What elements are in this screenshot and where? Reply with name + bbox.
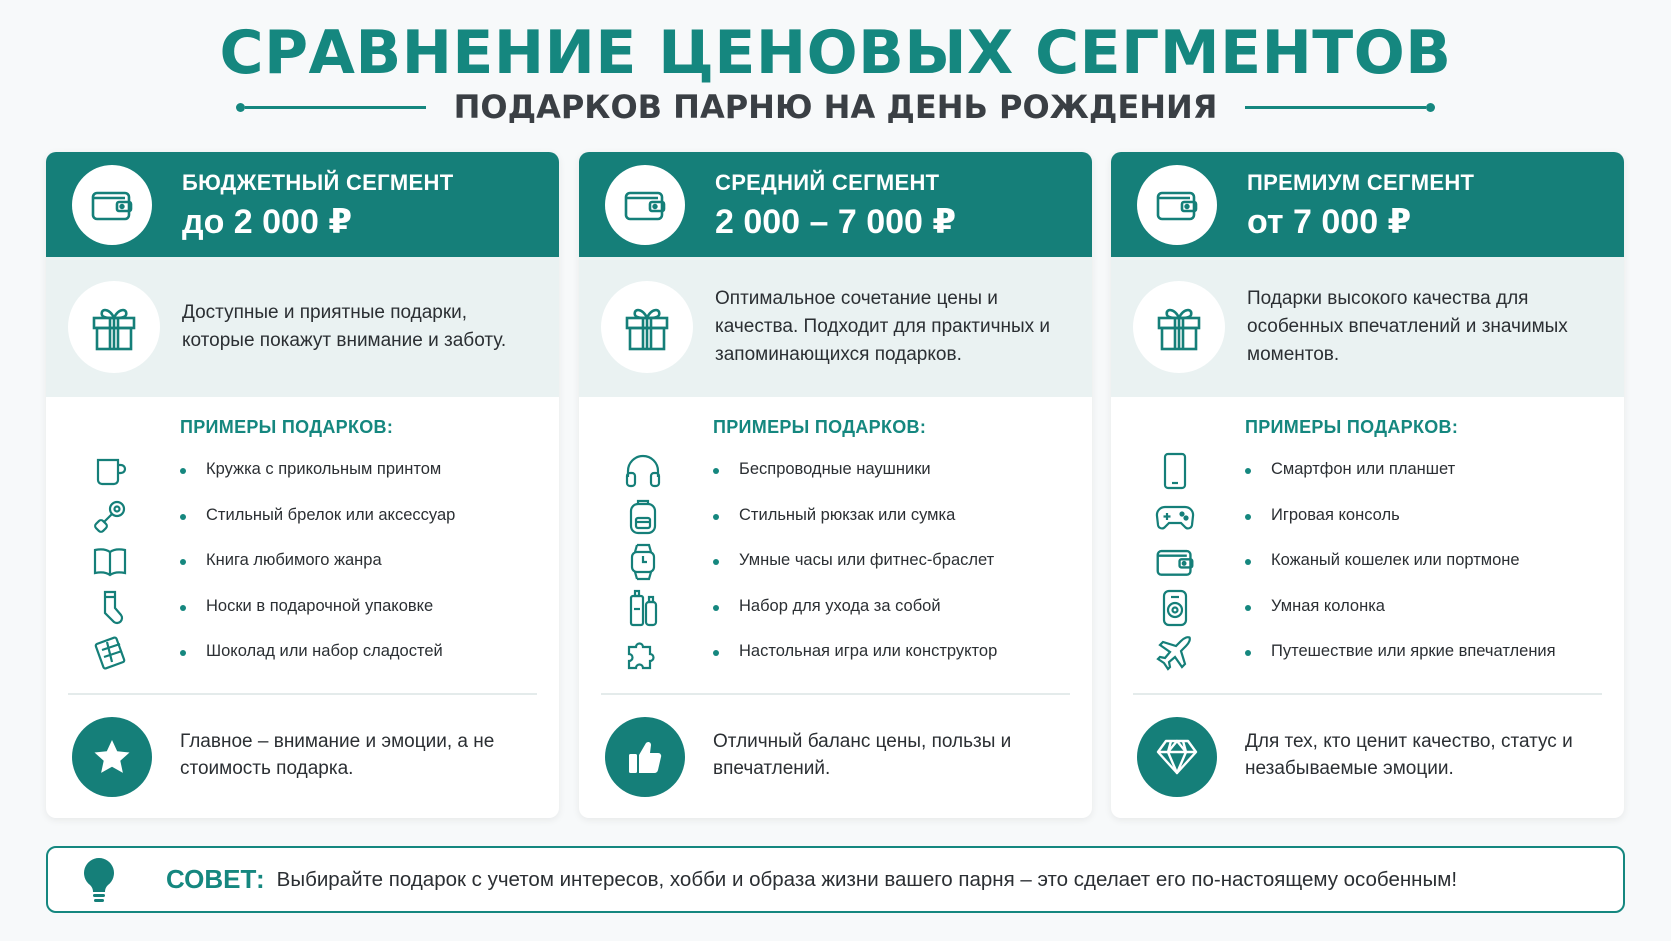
- puzzle-icon: [623, 633, 663, 673]
- example-text: Стильный брелок или аксессуар: [206, 505, 456, 524]
- bullet: [180, 514, 186, 520]
- example-text: Путешествие или яркие впечатления: [1271, 642, 1556, 660]
- wallet-icon: [1137, 165, 1217, 245]
- examples-list: [579, 448, 1092, 676]
- segment-description-block: [46, 257, 559, 397]
- tip-banner: [46, 846, 1625, 913]
- wallet-icon: [605, 165, 685, 245]
- sock-icon: [90, 588, 130, 628]
- chocolate-icon: [90, 633, 130, 673]
- star-icon: [72, 717, 152, 797]
- bullet: [180, 650, 186, 656]
- tip-text: Выбирайте подарок с учетом интересов, хобби и образа жизни вашего парня – это сделает его по-настоящему особенным!: [276, 867, 1458, 891]
- list-item: [46, 448, 559, 494]
- segment-card-premium: [1111, 152, 1624, 818]
- bullet: [713, 514, 719, 520]
- bullet: [1245, 559, 1251, 565]
- tip-label: СОВЕТ:: [166, 864, 265, 894]
- example-text: Стильный рюкзак или сумка: [739, 505, 956, 524]
- list-item: [46, 494, 559, 540]
- page-title: СРАВНЕНИЕ ЦЕНОВЫХ СЕГМЕНТОВ: [219, 18, 1452, 88]
- list-item: [1111, 630, 1624, 676]
- bullet: [180, 468, 186, 474]
- list-item: [46, 539, 559, 585]
- gamepad-icon: [1155, 497, 1195, 537]
- segment-card-middle: [579, 152, 1092, 818]
- segment-label: ПРЕМИУМ СЕГМЕНТ: [1247, 170, 1475, 195]
- divider: [601, 693, 1070, 695]
- example-text: Шоколад или набор сладостей: [206, 642, 443, 660]
- list-item: [1111, 494, 1624, 540]
- bullet: [1245, 650, 1251, 656]
- segment-description: Подарки высокого качества для особенных впечатлений и значимых моментов.: [1247, 288, 1568, 365]
- bullet: [1245, 605, 1251, 611]
- examples-title: ПРИМЕРЫ ПОДАРКОВ:: [180, 417, 394, 437]
- segment-price: 2 000 – 7 000 ₽: [715, 203, 957, 241]
- speaker-icon: [1155, 588, 1195, 628]
- segment-header: [579, 152, 1092, 257]
- segment-cards: [46, 152, 1625, 818]
- bullet: [1245, 468, 1251, 474]
- wallet-icon: [1155, 542, 1195, 582]
- thumbs-up-icon: [605, 717, 685, 797]
- example-text: Набор для ухода за собой: [739, 596, 941, 615]
- divider: [1133, 693, 1602, 695]
- list-item: [579, 494, 1092, 540]
- divider: [68, 693, 537, 695]
- segment-footer: Для тех, кто ценит качество, статус и незабываемые эмоции.: [1245, 731, 1573, 779]
- smartwatch-icon: [623, 542, 663, 582]
- segment-description: Доступные и приятные подарки, которые покажут внимание и заботу.: [182, 302, 507, 351]
- example-text: Умная колонка: [1271, 596, 1385, 615]
- subtitle-decor-left: [236, 103, 426, 112]
- segment-price: от 7 000 ₽: [1247, 203, 1412, 241]
- list-item: [579, 630, 1092, 676]
- backpack-icon: [623, 497, 663, 537]
- bottles-icon: [623, 588, 663, 628]
- segment-footer: Главное – внимание и эмоции, а не стоимость подарка.: [180, 731, 495, 779]
- example-text: Кожаный кошелек или портмоне: [1271, 551, 1520, 569]
- example-text: Беспроводные наушники: [739, 460, 931, 478]
- example-text: Смартфон или планшет: [1271, 460, 1456, 478]
- list-item: [1111, 448, 1624, 494]
- bullet: [180, 559, 186, 565]
- examples-title: ПРИМЕРЫ ПОДАРКОВ:: [713, 417, 927, 437]
- example-text: Игровая консоль: [1271, 505, 1400, 524]
- segment-card-budget: [46, 152, 559, 818]
- example-text: Настольная игра или конструктор: [739, 642, 998, 660]
- list-item: [579, 448, 1092, 494]
- gift-icon: [1133, 281, 1225, 373]
- list-item: [46, 585, 559, 631]
- bullet: [713, 468, 719, 474]
- list-item: [579, 539, 1092, 585]
- examples-list: [46, 448, 559, 676]
- keychain-icon: [90, 497, 130, 537]
- segment-description: Оптимальное сочетание цены и качества. Подходит для практичных и запоминающихся подарков.: [715, 288, 1051, 365]
- segment-label: БЮДЖЕТНЫЙ СЕГМЕНТ: [182, 170, 454, 195]
- gift-icon: [68, 281, 160, 373]
- bullet: [713, 650, 719, 656]
- segment-description-block: [1111, 257, 1624, 397]
- segment-label: СРЕДНИЙ СЕГМЕНТ: [715, 170, 940, 195]
- bullet: [180, 605, 186, 611]
- airplane-icon: [1155, 633, 1195, 673]
- examples-title: ПРИМЕРЫ ПОДАРКОВ:: [1245, 417, 1459, 437]
- example-text: Носки в подарочной упаковке: [206, 596, 434, 615]
- bullet: [713, 605, 719, 611]
- page-subtitle: ПОДАРКОВ ПАРНЮ НА ДЕНЬ РОЖДЕНИЯ: [453, 88, 1218, 126]
- segment-description-block: [579, 257, 1092, 397]
- segment-price: до 2 000 ₽: [182, 203, 352, 241]
- example-text: Кружка с прикольным принтом: [206, 460, 442, 478]
- list-item: [1111, 585, 1624, 631]
- list-item: [46, 630, 559, 676]
- headphones-icon: [623, 451, 663, 491]
- example-text: Умные часы или фитнес-браслет: [739, 551, 995, 569]
- example-text: Книга любимого жанра: [206, 551, 382, 569]
- list-item: [579, 585, 1092, 631]
- subtitle-row: [0, 88, 1671, 126]
- segment-footer: Отличный баланс цены, пользы и впечатлений.: [713, 731, 1012, 779]
- examples-list: [1111, 448, 1624, 676]
- bullet: [713, 559, 719, 565]
- wallet-icon: [72, 165, 152, 245]
- book-icon: [90, 542, 130, 582]
- subtitle-decor-right: [1245, 103, 1435, 112]
- list-item: [1111, 539, 1624, 585]
- gift-icon: [601, 281, 693, 373]
- mug-icon: [90, 451, 130, 491]
- bullet: [1245, 514, 1251, 520]
- smartphone-icon: [1155, 451, 1195, 491]
- segment-header: [1111, 152, 1624, 257]
- segment-header: [46, 152, 559, 257]
- diamond-icon: [1137, 717, 1217, 797]
- lightbulb-icon: [74, 856, 124, 904]
